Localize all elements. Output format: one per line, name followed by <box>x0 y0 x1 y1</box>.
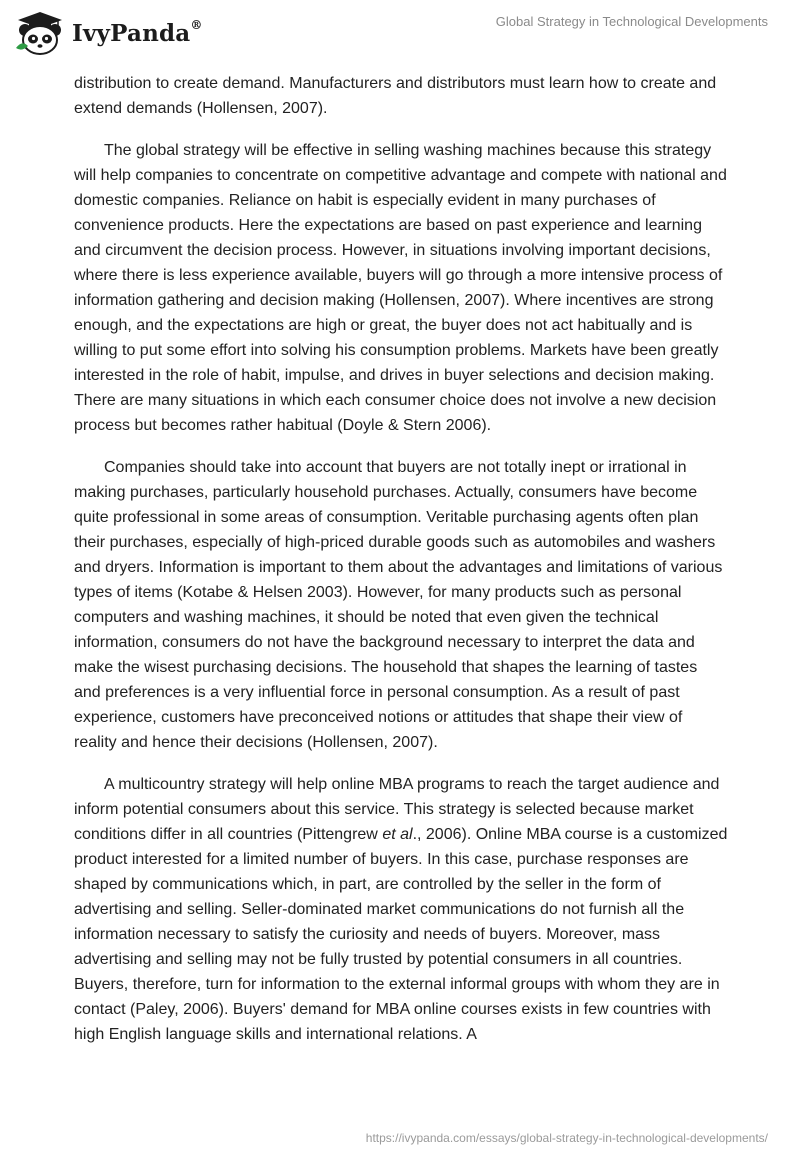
paragraph-4-part-2: ., 2006). Online MBA course is a customized product interested for a limited number of buyers. In this case, purchase responses are shaped by communications which, in part, are controlled by the seller in the form of advertising and selling. Seller-dominated market communications do not furnish all the information necessary to satisfy the curiosity and needs of buyers. Moreover, mass advertising and selling may not be fully trusted by potential consumers in all countries. Buyers, therefore, turn for information to the external informal groups with whom they are in contact (Paley, 2006). Buyers' demand for MBA online courses exists in few countries with high English language skills and international relations. A <box>74 826 728 1043</box>
document-title: Global Strategy in Technological Developments <box>495 14 768 29</box>
ivypanda-logo[interactable] <box>14 10 224 56</box>
page-header <box>0 0 800 70</box>
paragraph-4-italic: et al <box>382 826 413 843</box>
paragraph-4 <box>74 772 728 1047</box>
essay-body <box>74 71 728 1064</box>
paragraph-1: distribution to create demand. Manufacturers and distributors must learn how to create and extend demands (Hollensen, 2007). <box>74 75 717 117</box>
paragraph-4-part-1: A multicountry strategy will help online MBA programs to reach the target audience and inform potential consumers about this service. This strategy is selected because market conditions differ in all countries (Pittengrew <box>74 776 720 843</box>
brand-name: IvyPanda® <box>72 17 203 47</box>
source-url[interactable]: https://ivypanda.com/essays/global-strategy-in-technological-developments/ <box>365 1131 768 1145</box>
panda-graduate-icon <box>14 10 66 56</box>
paragraph-2: The global strategy will be effective in selling washing machines because this strategy will help companies to concentrate on competitive advantage and compete with national and domestic companies. Reliance on habit is especially evident in many purchases of convenience products. Here the expectations are based on past experience and learning and circumvent the decision process. However, in situations involving important decisions, where there is less experience available, buyers will go through a more intensive process of information gathering and decision making (Hollensen, 2007). Where incentives are strong enough, and the expectations are high or great, the buyer does not act habitually and is willing to put some effort into solving his consumption problems. Markets have been greatly interested in the role of habit, impulse, and drives in buyer selections and decision making. There are many situations in which each consumer choice does not involve a new decision process but becomes rather habitual (Doyle & Stern 2006). <box>74 142 727 434</box>
paragraph-3: Companies should take into account that buyers are not totally inept or irrational in making purchases, particularly household purchases. Actually, consumers have become quite professional in some areas of consumption. Veritable purchasing agents often plan their purchases, especially of high-priced durable goods such as automobiles and washers and dryers. Information is important to them about the advantages and limitations of various types of items (Kotabe & Helsen 2003). However, for many products such as personal computers and washing machines, it should be noted that even given the technical information, consumers do not have the background necessary to interpret the data and make the wisest purchasing decisions. The household that shapes the learning of tastes and preferences is a very influential force in personal consumption. As a result of past experience, customers have preconceived notions or attitudes that shape their view of reality and hence their decisions (Hollensen, 2007). <box>74 459 723 751</box>
